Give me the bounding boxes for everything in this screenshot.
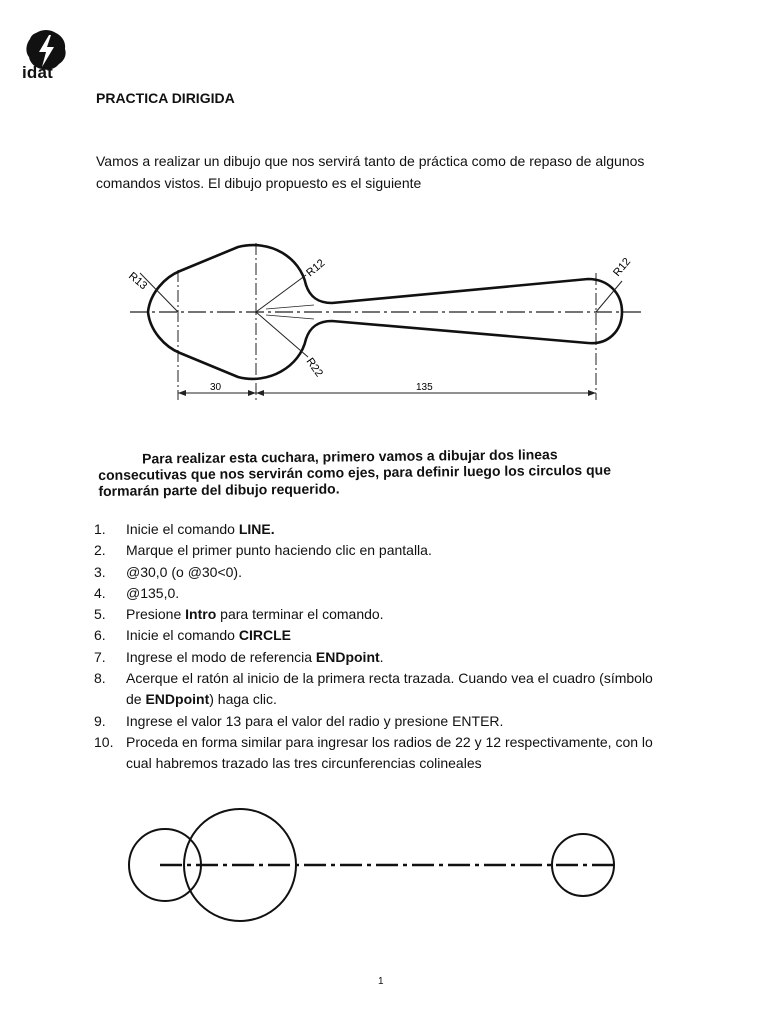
label-r22: R22 — [303, 355, 325, 380]
step-item — [94, 668, 654, 711]
step-text: Ingrese el modo de referencia — [126, 648, 316, 665]
step-text: Acerque el ratón al inicio de la primera recta trazada. Cuando vea el cuadro (símbolo de — [126, 670, 653, 708]
step-number: 10. — [94, 733, 114, 750]
step-number: 3. — [94, 563, 106, 580]
step-text: ) haga clic. — [209, 691, 277, 708]
step-text: . — [379, 648, 384, 665]
step-keyword: ENDpoint — [315, 648, 380, 665]
step-number: 6. — [94, 627, 106, 644]
step-number: 8. — [94, 670, 106, 687]
step-keyword: ENDpoint — [145, 691, 210, 708]
step-item — [94, 711, 654, 732]
step-number: 9. — [94, 712, 106, 729]
step-text: @30,0 (o @30<0). — [126, 563, 242, 580]
step-item — [94, 647, 654, 668]
step-text: Inicie el comando — [126, 627, 239, 644]
step-number: 7. — [94, 648, 106, 665]
step-text: Marque el primer punto haciendo clic en pantalla. — [126, 542, 432, 559]
steps-list — [94, 519, 654, 775]
label-r12-mid: R12 — [304, 257, 328, 280]
page-title: PRACTICA DIRIGIDA — [96, 90, 235, 106]
label-r13: R13 — [126, 270, 150, 293]
step-text: Ingrese el valor 13 para el valor del radio y presione ENTER. — [126, 712, 504, 729]
intro-paragraph: Vamos a realizar un dibujo que nos servirá tanto de práctica como de repaso de algunos comandos vistos. El dibujo propuesto es el siguiente — [96, 153, 645, 191]
step-item — [94, 732, 654, 775]
spoon-drawing — [110, 235, 650, 410]
step-text: Inicie el comando — [126, 521, 239, 537]
step-number: 5. — [94, 606, 106, 623]
step-text: Proceda en forma similar para ingresar los radios de 22 y 12 respectivamente, con lo cual habremos trazado las tres circunferencias colineales — [126, 733, 653, 772]
instruction-note — [98, 445, 628, 499]
instruction-note-text: Para realizar esta cuchara, primero vamos a dibujar dos lineas consecutivas que nos servirán como ejes, para definir luego los circulos que formarán parte del dibujo requerido. — [98, 446, 612, 499]
step-keyword: Intro — [185, 606, 217, 623]
circles-drawing — [120, 805, 630, 935]
step-item — [94, 625, 654, 646]
step-text: Presione — [126, 606, 186, 623]
label-r12-right: R12 — [611, 255, 634, 279]
label-dim-135: 135 — [416, 382, 433, 393]
step-item — [94, 583, 654, 604]
step-keyword: CIRCLE — [238, 627, 291, 644]
step-text: para terminar el comando. — [216, 606, 384, 623]
label-dim-30: 30 — [210, 382, 222, 393]
step-keyword: LINE. — [238, 521, 275, 537]
step-item — [94, 562, 654, 583]
step-text: @135,0. — [126, 584, 180, 601]
logo-text: idat — [22, 63, 54, 82]
step-item — [94, 604, 654, 625]
step-number: 1. — [94, 521, 106, 537]
step-item — [94, 540, 654, 561]
step-number: 4. — [94, 584, 106, 601]
page-number: 1 — [378, 976, 384, 987]
step-number: 2. — [94, 542, 106, 559]
step-item — [94, 519, 654, 540]
